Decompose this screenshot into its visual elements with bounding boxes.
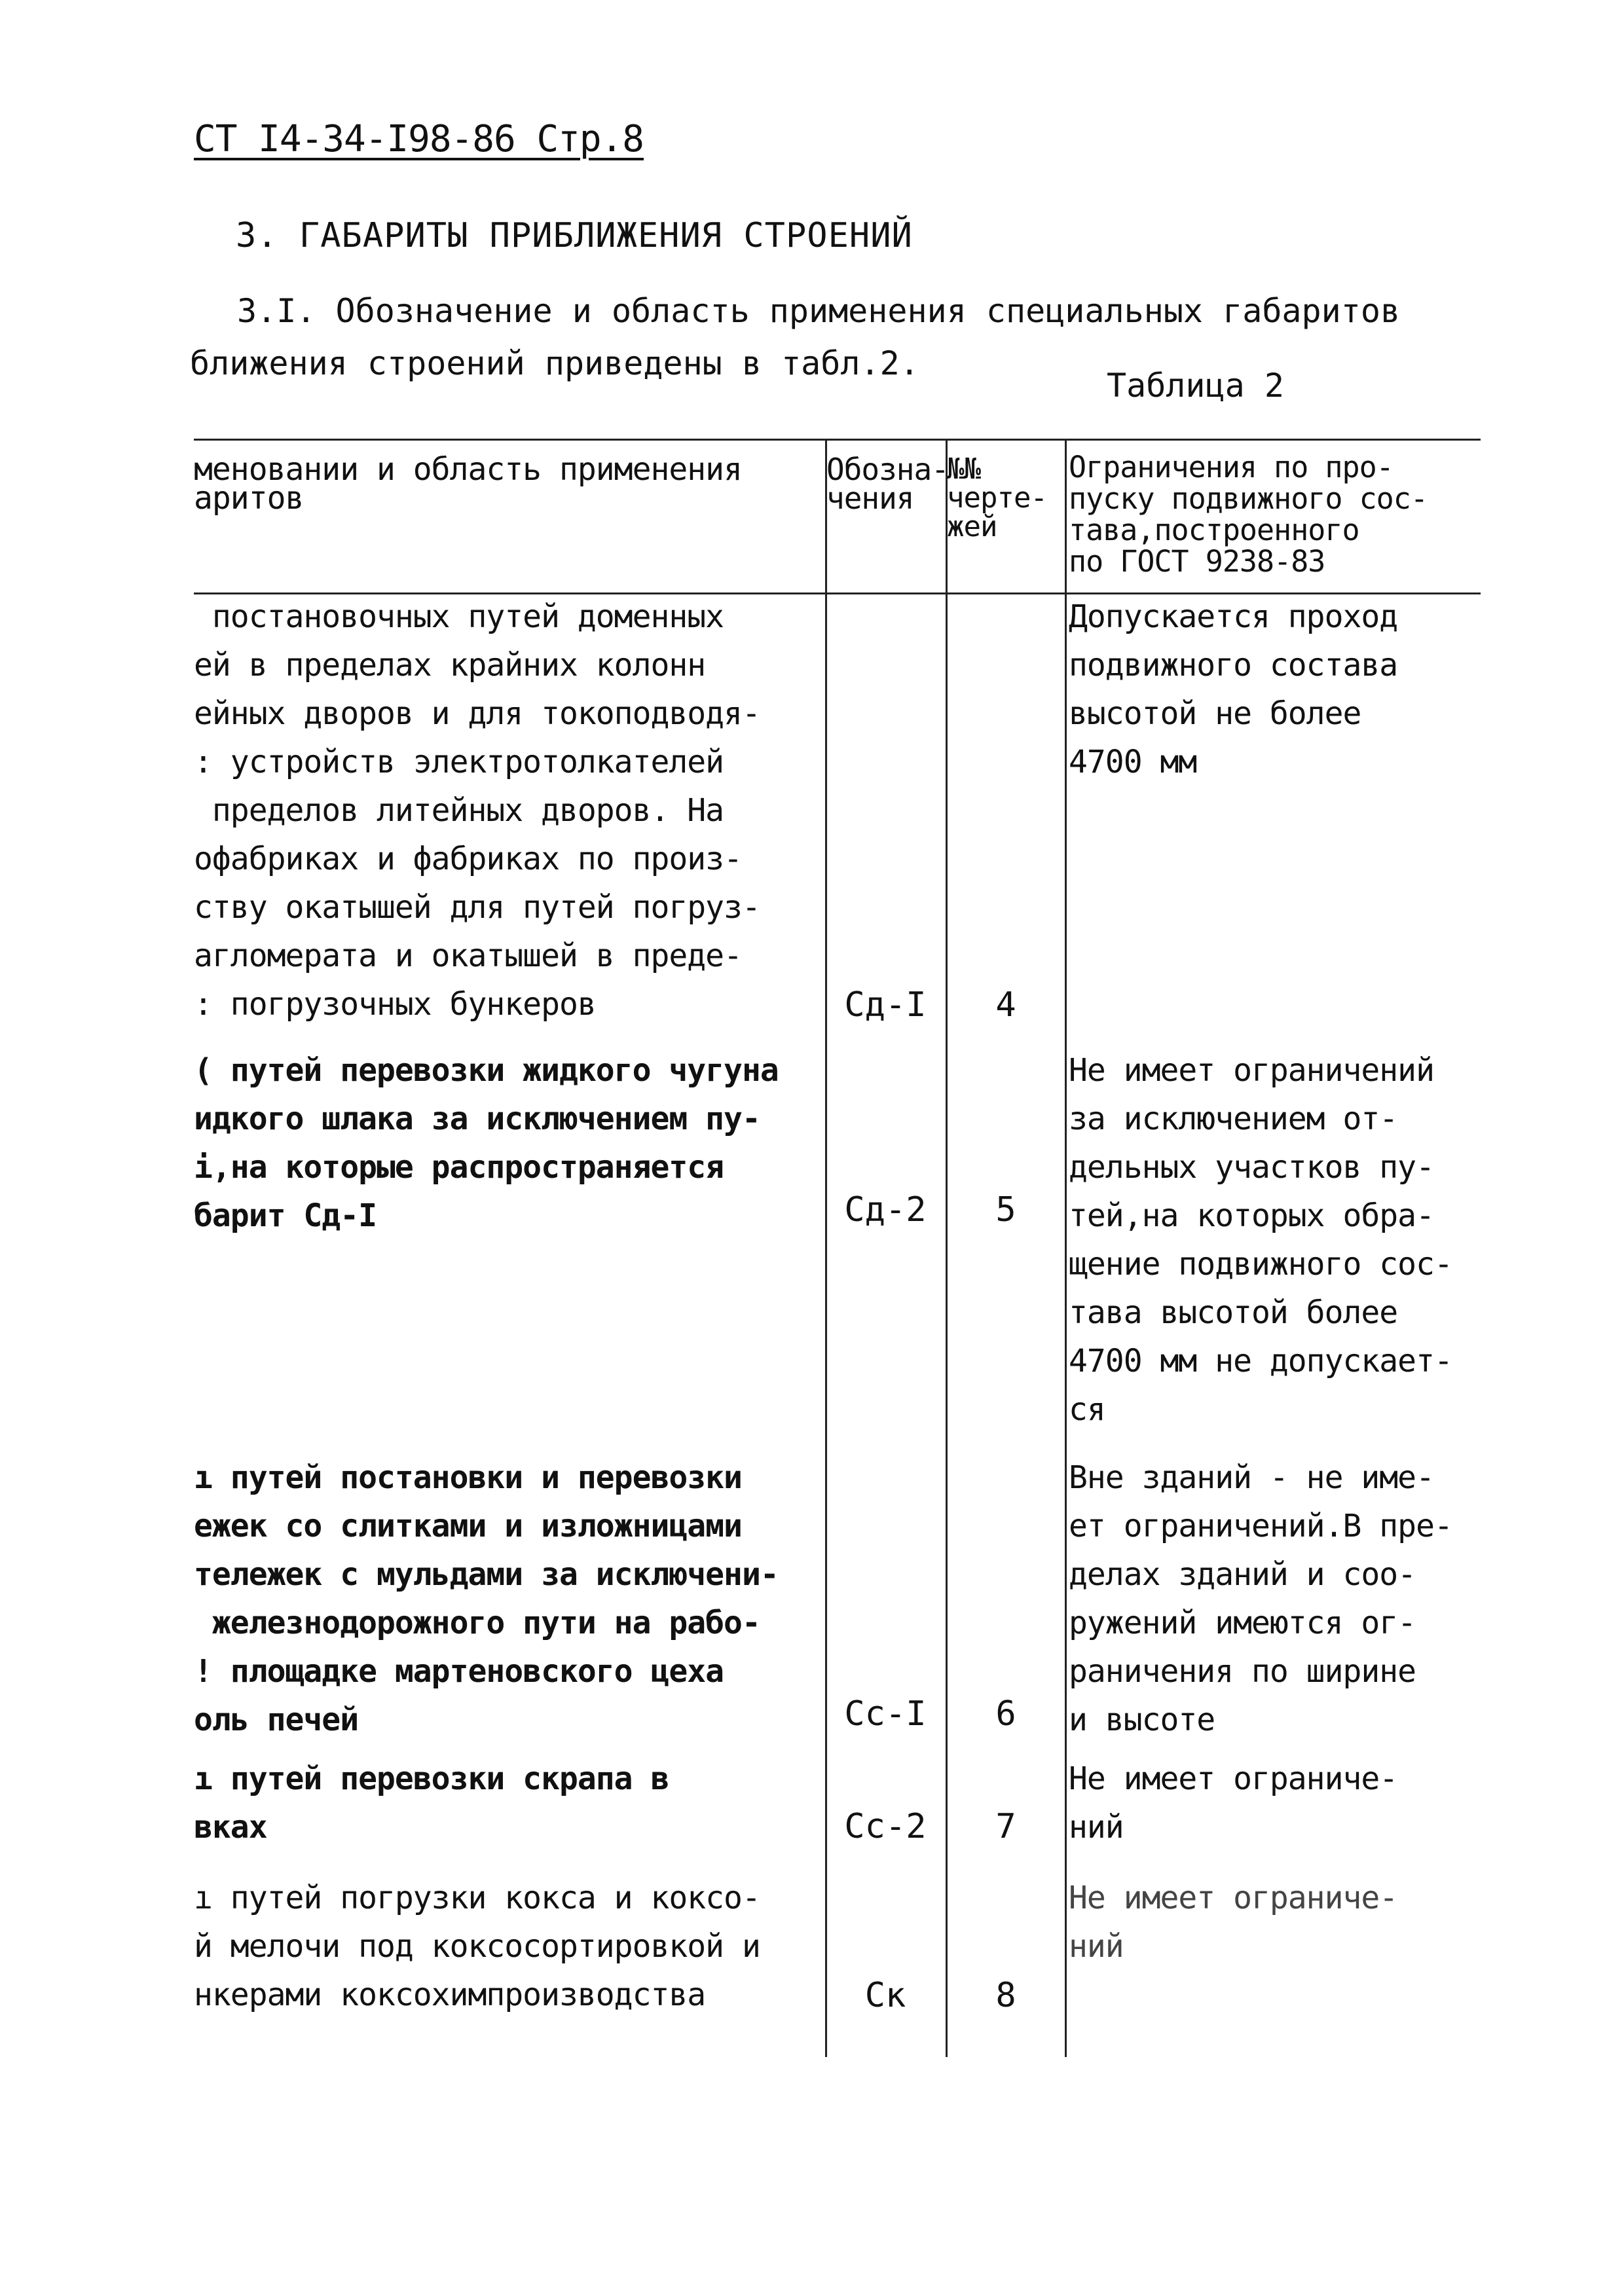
row-3-name: ı путей постановки и перевозки ежек со слитками и изложницами тележек с мульдами за исключени- железнодорожного пути на рабо- ! площадке мартеновского цеха оль печей [194,1459,779,1738]
row-3-designation: Сс-I [844,1694,927,1734]
row-3-restriction: Вне зданий - не име- ет ограничений.В пре- делах зданий и соо- ружений имеются ог- раничения по ширине и высоте [1069,1459,1452,1738]
header-designation: Обозна- чения [826,452,949,516]
row-4-drawing: 7 [995,1807,1016,1846]
row-5-name: ı путей погрузки кокса и коксо- й мелочи под коксосортировкой и нкерами коксохимпроизводства [194,1880,760,2013]
column-divider-3 [1065,440,1067,2057]
document-header: СТ I4-34-I98-86 Стр.8 [194,118,644,160]
table-caption: Таблица 2 [1107,367,1284,405]
row-1-name: постановочных путей доменных ей в пределах крайних колонн ейных дворов и для токоподводя- : устройств электротолкателей пределов литейных дворов. На офабриках и фабриках по произ- ству окатышей для путей погруз- агломерата и окатышей в преде- : погрузочных бункеров [194,598,760,1023]
row-5-drawing: 8 [995,1976,1016,2015]
row-1-designation: Сд-I [844,985,927,1025]
row-2-designation: Сд-2 [844,1190,927,1230]
row-5-designation: Ск [864,1976,906,2015]
table-top-rule [194,439,1481,441]
header-restrictions: Ограничения по про- пуску подвижного сос- тава,построенного по ГОСТ 9238-83 [1069,450,1428,579]
row-1-restriction: Допускается проход подвижного состава высотой не более 4700 мм [1069,598,1398,780]
section-heading: 3. ГАБАРИТЫ ПРИБЛИЖЕНИЯ СТРОЕНИЙ [236,216,913,255]
row-4-designation: Сс-2 [844,1807,927,1846]
header-name: меновании и область применения аритов [194,451,742,517]
row-2-name: ( путей перевозки жидкого чугуна идкого шлака за исключением пу- i,на которые распространяется барит Сд-I [194,1052,779,1234]
row-4-name: ı путей перевозки скрапа в вках [194,1760,669,1846]
row-5-restriction: Не имеет ограниче- ний [1069,1880,1398,1965]
header-drawings: №№ черте- жей [947,452,1047,543]
row-2-drawing: 5 [995,1190,1016,1230]
row-1-drawing: 4 [995,985,1016,1025]
row-4-restriction: Не имеет ограниче- ний [1069,1760,1398,1846]
intro-paragraph: 3.I. Обозначение и область применения специальных габаритов ближения строений приведены в табл.2. [190,292,1401,382]
row-3-drawing: 6 [995,1694,1016,1734]
row-2-restriction: Не имеет ограничений за исключением от- дельных участков пу- тей,на которых обра- щение подвижного сос- тава высотой более 4700 мм не допускает- ся [1069,1052,1452,1428]
